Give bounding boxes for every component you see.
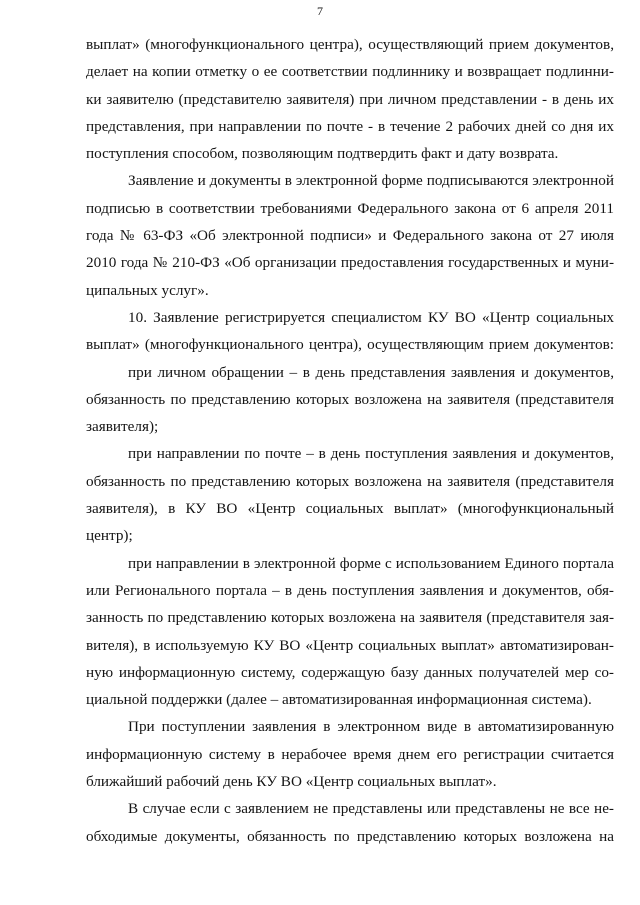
text-line: подписью в соответствии требованиями Федерального закона от 6 апреля 2011 (86, 199, 614, 217)
text-line: или Регионального портала – в день поступления заявления и документов, обя- (86, 581, 614, 599)
text-line: При поступлении заявления в электронном виде в автоматизированную (128, 718, 614, 736)
text-line: ближайший рабочий день КУ ВО «Центр социальных выплат». (86, 773, 497, 791)
text-line: при направлении по почте – в день поступления заявления и документов, (128, 445, 614, 463)
text-line: информационную систему в нерабочее время днем его регистрации считается (86, 745, 614, 763)
text-line: заявителя), в КУ ВО «Центр социальных выплат» (многофункциональный (86, 500, 614, 518)
text-line: выплат» (многофункционального центра), осуществляющим прием документов: (86, 336, 614, 354)
text-line: ки заявителю (представителю заявителя) при личном представлении - в день их (86, 90, 614, 108)
text-line: поступления способом, позволяющим подтвердить факт и дату возврата. (86, 145, 559, 163)
text-line: при личном обращении – в день представления заявления и документов, (128, 363, 614, 381)
text-line: заявителя); (86, 418, 159, 436)
text-line: занность по представлению которых возложена на заявителя (представителя зая- (86, 609, 614, 627)
text-line: циальной поддержки (далее – автоматизированная информационная система). (86, 691, 592, 709)
text-line: ципальных услуг». (86, 281, 209, 299)
text-line: Заявление и документы в электронной форме подписываются электронной (128, 172, 614, 190)
text-line: выплат» (многофункционального центра), осуществляющий прием документов, (86, 36, 614, 53)
text-line: делает на копии отметку о ее соответствии подлиннику и возвращает подлинни- (86, 63, 614, 81)
page-number: 7 (317, 4, 323, 18)
document-body (86, 31, 614, 850)
text-line: 10. Заявление регистрируется специалистом КУ ВО «Центр социальных (128, 308, 614, 326)
text-line: обязанность по представлению которых возложена на заявителя (представителя (86, 472, 614, 490)
text-line: обходимые документы, обязанность по представлению которых возложена на (86, 827, 614, 845)
text-line: представления, при направлении по почте - в течение 2 рабочих дней со дня их (86, 117, 614, 135)
text-line: ную информационную систему, содержащую базу данных получателей мер со- (86, 663, 614, 681)
text-line: года № 63-ФЗ «Об электронной подписи» и Федерального закона от 27 июля (86, 227, 614, 245)
text-line: при направлении в электронной форме с использованием Единого портала (128, 554, 614, 572)
text-line: обязанность по представлению которых возложена на заявителя (представителя (86, 390, 614, 408)
text-line: центр); (86, 527, 133, 545)
text-line: вителя), в используемую КУ ВО «Центр социальных выплат» автоматизирован- (86, 636, 614, 654)
text-line: В случае если с заявлением не представлены или представлены не все не- (128, 800, 614, 818)
text-line: 2010 года № 210-ФЗ «Об организации предоставления государственных и муни- (86, 254, 614, 272)
